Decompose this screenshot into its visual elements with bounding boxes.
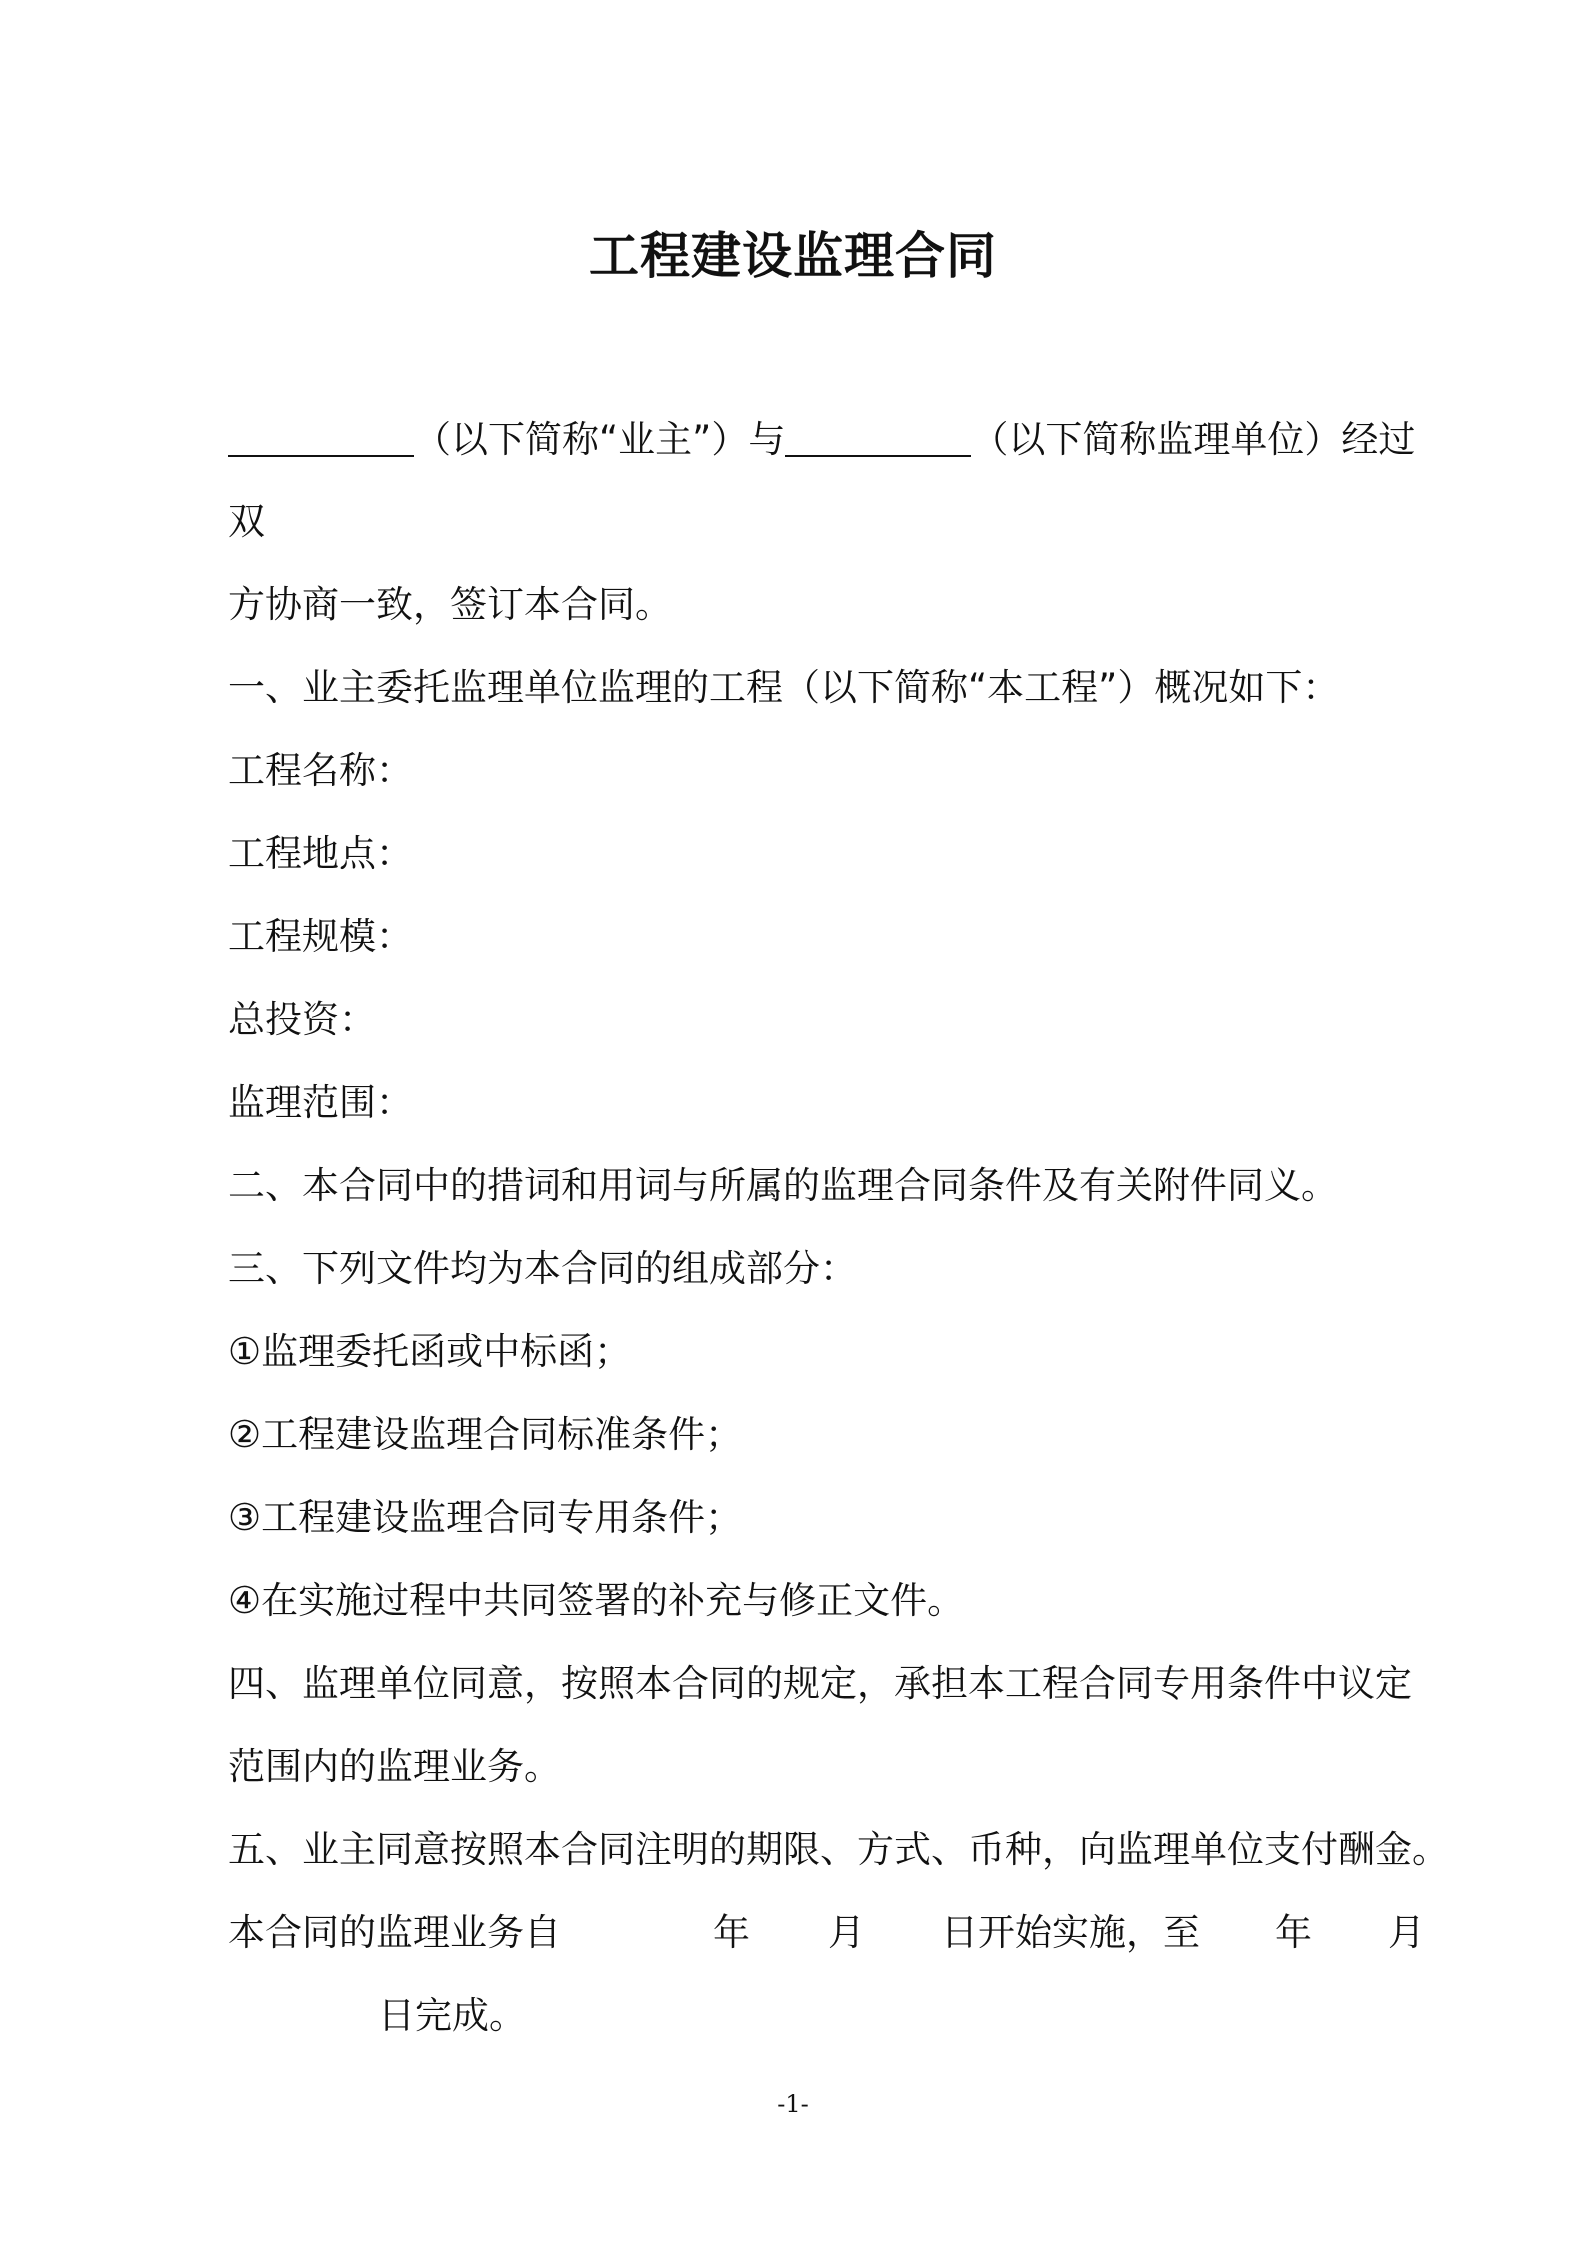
project-name-label: 工程名称： [228,749,413,792]
contract-document-4: ④在实施过程中共同签署的补充与修正文件。 [228,1579,965,1622]
contract-document-3: ③工程建设监理合同专用条件； [228,1496,743,1539]
start-year-label: 年 [713,1911,750,1954]
clause-4-line-1: 四、监理单位同意，按照本合同的规定，承担本工程合同专用条件中议定 [228,1662,1412,1705]
contract-document-1: ①监理委托函或中标函； [228,1330,632,1373]
clause-2: 二、本合同中的措词和用词与所属的监理合同条件及有关附件同义。 [228,1164,1338,1207]
document-title: 工程建设监理合同 [589,227,997,285]
intro-line [228,415,1415,465]
start-month-label: 月 [828,1911,865,1954]
supervisor-blank [785,415,971,457]
intro-agreement: 方协商一致，签订本合同。 [228,583,672,626]
end-day-text: 日完成。 [378,1994,526,2037]
end-year-label: 年 [1275,1911,1312,1954]
clause-1: 一、业主委托监理单位监理的工程（以下简称“本工程”）概况如下： [228,666,1340,709]
start-day-text: 日开始实施，至 [941,1911,1200,1954]
intro-supervisor-text: （以下简称监理单位）经过 [971,418,1416,461]
clause-4-line-2: 范围内的监理业务。 [228,1745,561,1788]
project-scale-label: 工程规模： [228,915,413,958]
clause-3: 三、下列文件均为本合同的组成部分： [228,1247,857,1290]
total-investment-label: 总投资： [228,998,376,1041]
supervision-scope-label: 监理范围： [228,1081,413,1124]
intro-owner-text: （以下简称“业主”）与 [414,418,786,461]
contract-document-2: ②工程建设监理合同标准条件； [228,1413,743,1456]
page-number: -1- [777,2090,809,2118]
period-start-text: 本合同的监理业务自 [228,1911,561,1954]
intro-continuation: 双 [228,500,265,543]
project-location-label: 工程地点： [228,832,413,875]
owner-blank [228,415,414,457]
clause-5: 五、业主同意按照本合同注明的期限、方式、币种，向监理单位支付酬金。 [228,1828,1449,1871]
end-month-label: 月 [1388,1911,1425,1954]
